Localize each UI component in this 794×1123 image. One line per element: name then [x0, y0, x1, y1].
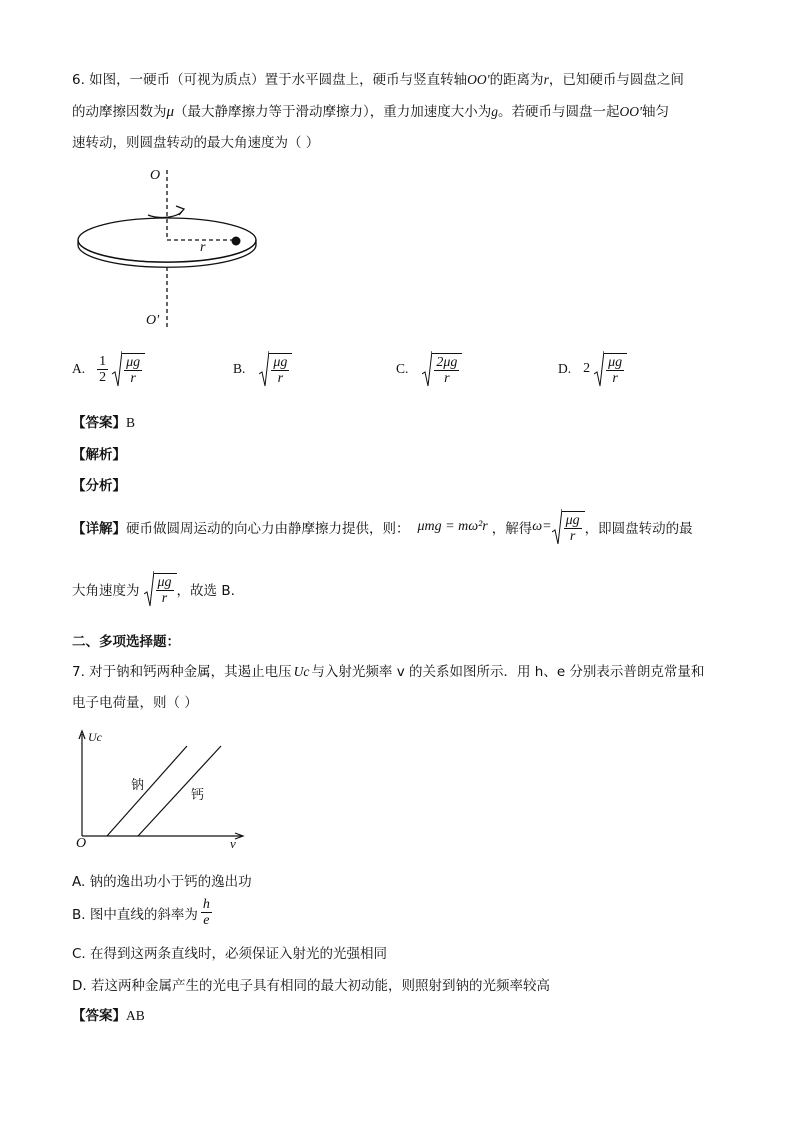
answer-value: B	[126, 415, 136, 430]
option-letter: B.	[233, 361, 246, 376]
origin-label: O	[76, 836, 87, 851]
q7-text: 与入射光频率 v 的关系如图所示．用 h、e 分别表示普朗克常量和	[311, 664, 705, 680]
frac-num: μg	[157, 574, 172, 590]
sqrt-expr	[594, 350, 627, 388]
q6-text: 。若硬币与圆盘一起	[498, 104, 620, 120]
detail-text: 硬币做圆周运动的向心力由静摩擦力提供，则：	[126, 521, 410, 537]
frac-num: 2μg	[436, 354, 458, 370]
frac-den: r	[444, 370, 450, 386]
q7-option-d[interactable]: D. 若这两种金属产生的光电子具有相同的最大初动能，则照射到钠的光频率较高	[72, 978, 550, 994]
frac-num: μg	[608, 354, 623, 370]
frac-den: r	[130, 370, 136, 386]
calcium-line	[138, 746, 221, 836]
label-O-top: O	[150, 168, 161, 183]
axis-label: OO'	[467, 72, 490, 87]
uc-graph	[74, 728, 254, 850]
uc-symbol: Uc	[293, 664, 310, 679]
frac-den: 2	[99, 369, 107, 385]
q7-option-a[interactable]: A. 钠的逸出功小于钙的逸出功	[72, 874, 252, 890]
answer-tag: 【答案】	[72, 1008, 126, 1024]
disc-edge	[78, 240, 256, 267]
coef: 2	[583, 361, 591, 376]
sqrt-expr	[259, 350, 292, 388]
omega-eq: ω=	[532, 519, 552, 534]
detail-tag: 【详解】	[72, 521, 126, 537]
detail-text: 大角速度为	[72, 583, 140, 599]
answer-tag: 【答案】	[72, 415, 126, 431]
q7-option-b[interactable]	[72, 897, 212, 928]
detail-line2	[72, 570, 235, 608]
option-letter: D.	[558, 361, 572, 376]
detail-text: ，故选 B.	[176, 583, 235, 599]
frac-den: e	[203, 913, 210, 928]
h-over-e	[201, 897, 212, 928]
rotation-arrow	[148, 211, 182, 217]
option-text: B. 图中直线的斜率为	[72, 906, 198, 923]
frac-num: μg	[565, 512, 580, 528]
q6-line2	[72, 100, 669, 121]
coin	[232, 237, 241, 246]
fenxi-tag: 【分析】	[72, 478, 126, 494]
frac-den: r	[569, 528, 576, 544]
section-title: 二、多项选择题：	[72, 634, 180, 650]
option-d[interactable]	[558, 350, 627, 388]
q6-text: 的动摩擦因数为	[72, 104, 167, 120]
g-symbol: g	[491, 104, 499, 119]
q6-line3: 速转动，则圆盘转动的最大角速度为（ ）	[72, 135, 320, 151]
sodium-label: 钠	[131, 778, 145, 793]
option-b[interactable]	[233, 350, 292, 388]
y-axis-label: Uc	[88, 730, 102, 744]
detail-line1	[72, 508, 693, 546]
q7-line1	[72, 660, 704, 680]
sodium-line	[107, 746, 187, 836]
q6-text: ，已知硬币与圆盘之间	[548, 72, 684, 88]
frac-den: r	[277, 370, 284, 386]
sqrt-expr	[112, 350, 145, 388]
q7-text: 7. 对于钠和钙两种金属，其遏止电压	[72, 664, 292, 680]
q7-line2: 电子电荷量，则（ ）	[72, 695, 198, 711]
frac-num: μg	[273, 354, 288, 370]
option-c[interactable]	[396, 350, 462, 388]
r-symbol: r	[543, 72, 549, 87]
option-letter: A.	[72, 361, 86, 376]
detail-text: ，即圆盘转动的最	[584, 521, 693, 537]
q7-answer	[72, 1004, 145, 1024]
q6-text: 的距离为	[489, 72, 544, 88]
frac-den: r	[161, 590, 168, 606]
option-a[interactable]	[72, 350, 145, 388]
analysis-tag: 【解析】	[72, 447, 126, 463]
option-letter: C.	[396, 361, 409, 376]
disc-figure	[76, 165, 266, 335]
sqrt-expr	[144, 570, 177, 608]
equation: μmg = mω²r	[417, 519, 488, 534]
calcium-label: 钙	[191, 788, 205, 803]
q6-answer	[72, 411, 135, 431]
label-r: r	[200, 240, 206, 255]
arrow-head	[176, 206, 184, 215]
q6-text: 6. 如图，一硬币（可视为质点）置于水平圆盘上，硬币与竖直转轴	[72, 72, 468, 88]
q6-text: 轴匀	[641, 104, 669, 120]
frac-num: μg	[126, 354, 141, 370]
q7-option-c[interactable]: C. 在得到这两条直线时，必须保证入射光的光强相同	[72, 946, 388, 962]
mu-symbol: μ	[166, 104, 175, 120]
q6-text: （最大静摩擦力等于滑动摩擦力），重力加速度大小为	[174, 104, 492, 120]
label-O-bottom: O'	[146, 313, 160, 328]
frac-den: r	[612, 370, 618, 386]
frac-num: 1	[99, 353, 107, 369]
sqrt-expr	[422, 350, 462, 388]
q6-line1	[72, 68, 684, 88]
axis-label: OO′	[619, 104, 642, 119]
sqrt-expr	[552, 508, 585, 546]
coef-fraction	[97, 354, 108, 385]
frac-num: h	[202, 897, 210, 912]
detail-text: ，解得	[491, 521, 533, 537]
x-axis-label: v	[230, 836, 236, 851]
answer-value: AB	[126, 1008, 145, 1023]
